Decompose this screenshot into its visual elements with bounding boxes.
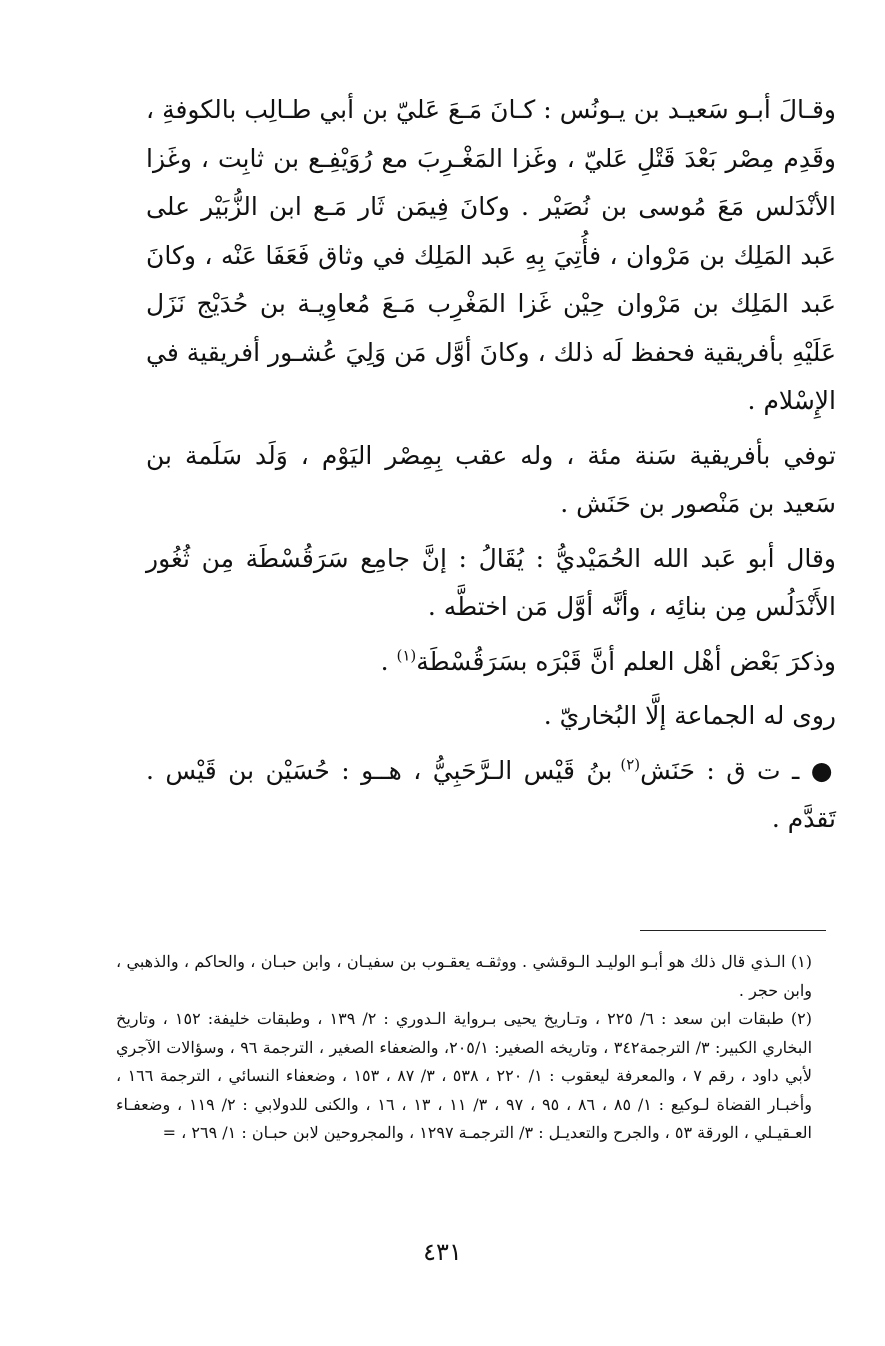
paragraph-ibn-yunus: وقـالَ أبـو سَعيـد بن يـونُس : كـانَ مَـعَ عَليّ بن أبي طـالِب بالكوفةِ ، وقَدِم مِصْر بَعْدَ قَتْلِ عَليّ ، وغَزا المَغْـرِبَ مع رُوَيْفِـع بن ثابِت ، وغَزا الأنْدَلس مَعَ مُوسى بن نُصَيْر . وكانَ فِيمَن ثَار مَـع ابن الزُّبَيْر على عَبد المَلِك بن مَرْوان ، فأُتِيَ بِهِ عَبد المَلِك في وثاق فَعَفَا عَنْه ، وكانَ عَبد المَلِك بن مَرْوان حِيْن غَزا المَغْرِب مَـعَ مُعاوِيـة بن حُدَيْج نَزَل عَلَيْهِ بأفريقية فحفظ لَه ذلك ، وكانَ أوَّل مَن وَلِيَ عُشـور أفريقية في الإِسْلام . xyxy=(146,95,836,415)
entry-body: بنُ قَيْس الـرَّحَبِيُّ ، هــو : حُسَيْن بن قَيْس . تَقدَّم . xyxy=(146,755,836,833)
main-text xyxy=(146,86,836,844)
bullet-icon: ● xyxy=(810,755,836,785)
page-number: ٤٣١ xyxy=(423,1238,462,1266)
footnote-2: (٢) طبقات ابن سعد : ٦/ ٢٢٥ ، وتـاريخ يحيى بـرواية الـدوري : ٢/ ١٣٩ ، وطبقات خليفة: ١٥٢ ، وتاريخ البخاري الكبير: ٣/ الترجمة٣٤٢ ، وتاريخه الصغير: ٢٠٥/١، والضعفاء الصغير ، الترجمة ٩٦ ، وسؤالات الآجري لأبي داود ، رقم ٧ ، والمعرفة ليعقوب : ١/ ٢٢٠ ، ٥٣٨ ، ٣/ ٨٧ ، ١٥٣ ، وضعفاء النسائي ، الترجمة ١٦٦ ، وأخبـار القضاة لـوكيع : ١/ ٨٥ ، ٨٦ ، ٩٥ ، ٩٧ ، ٣/ ١١ ، ١٣ ، ١٦ ، والكنى للدولابي : ٢/ ١١٩ ، وضعفـاء العـقيـلي ، الورقة ٥٣ ، والجرح والتعديـل : ٣/ الترجمـة ١٢٩٧ ، والمجروحين لابن حبـان : ١/ ٢٦٩ ، = xyxy=(116,1009,813,1142)
grave-text: وذكرَ بَعْض أهْل العلم أنَّ قَبْرَه بسَرَقُسْطَة xyxy=(416,646,836,676)
paragraph-humaydi: وقال أبو عَبد الله الحُمَيْديُّ : يُقَالُ : إنَّ جامِع سَرَقُسْطَة مِن ثُغُور الأَنْدَلُس مِن بنائِه ، وأنَّه أوَّل مَن اختطَّه . xyxy=(146,543,836,621)
entry-hanash xyxy=(146,747,836,844)
footnote-1: (١) الـذي قال ذلك هو أبـو الوليـد الـوقشي . ووثقـه يعقـوب بن سفيـان ، وابن حبـان ، والحاكم ، والذهبي ، وابن حجر . xyxy=(116,952,812,1000)
footnotes xyxy=(116,948,830,1148)
grave-end: . xyxy=(380,646,397,676)
paragraph-grave xyxy=(146,638,836,687)
footnote-ref-2: (٢) xyxy=(620,755,641,774)
entry-head: ـ ت ق : حَنَش xyxy=(640,755,811,785)
footnote-ref-1: (١) xyxy=(396,646,417,665)
paragraph-death: توفي بأفريقية سَنة مئة ، وله عقب بِمِصْر اليَوْم ، وَلَد سَلَمة بن سَعيد بن مَنْصور بن حَنَش . xyxy=(146,440,836,518)
paragraph-narrators: روى له الجماعة إلَّا البُخاريّ . xyxy=(543,701,836,730)
footnote-divider xyxy=(640,930,826,931)
